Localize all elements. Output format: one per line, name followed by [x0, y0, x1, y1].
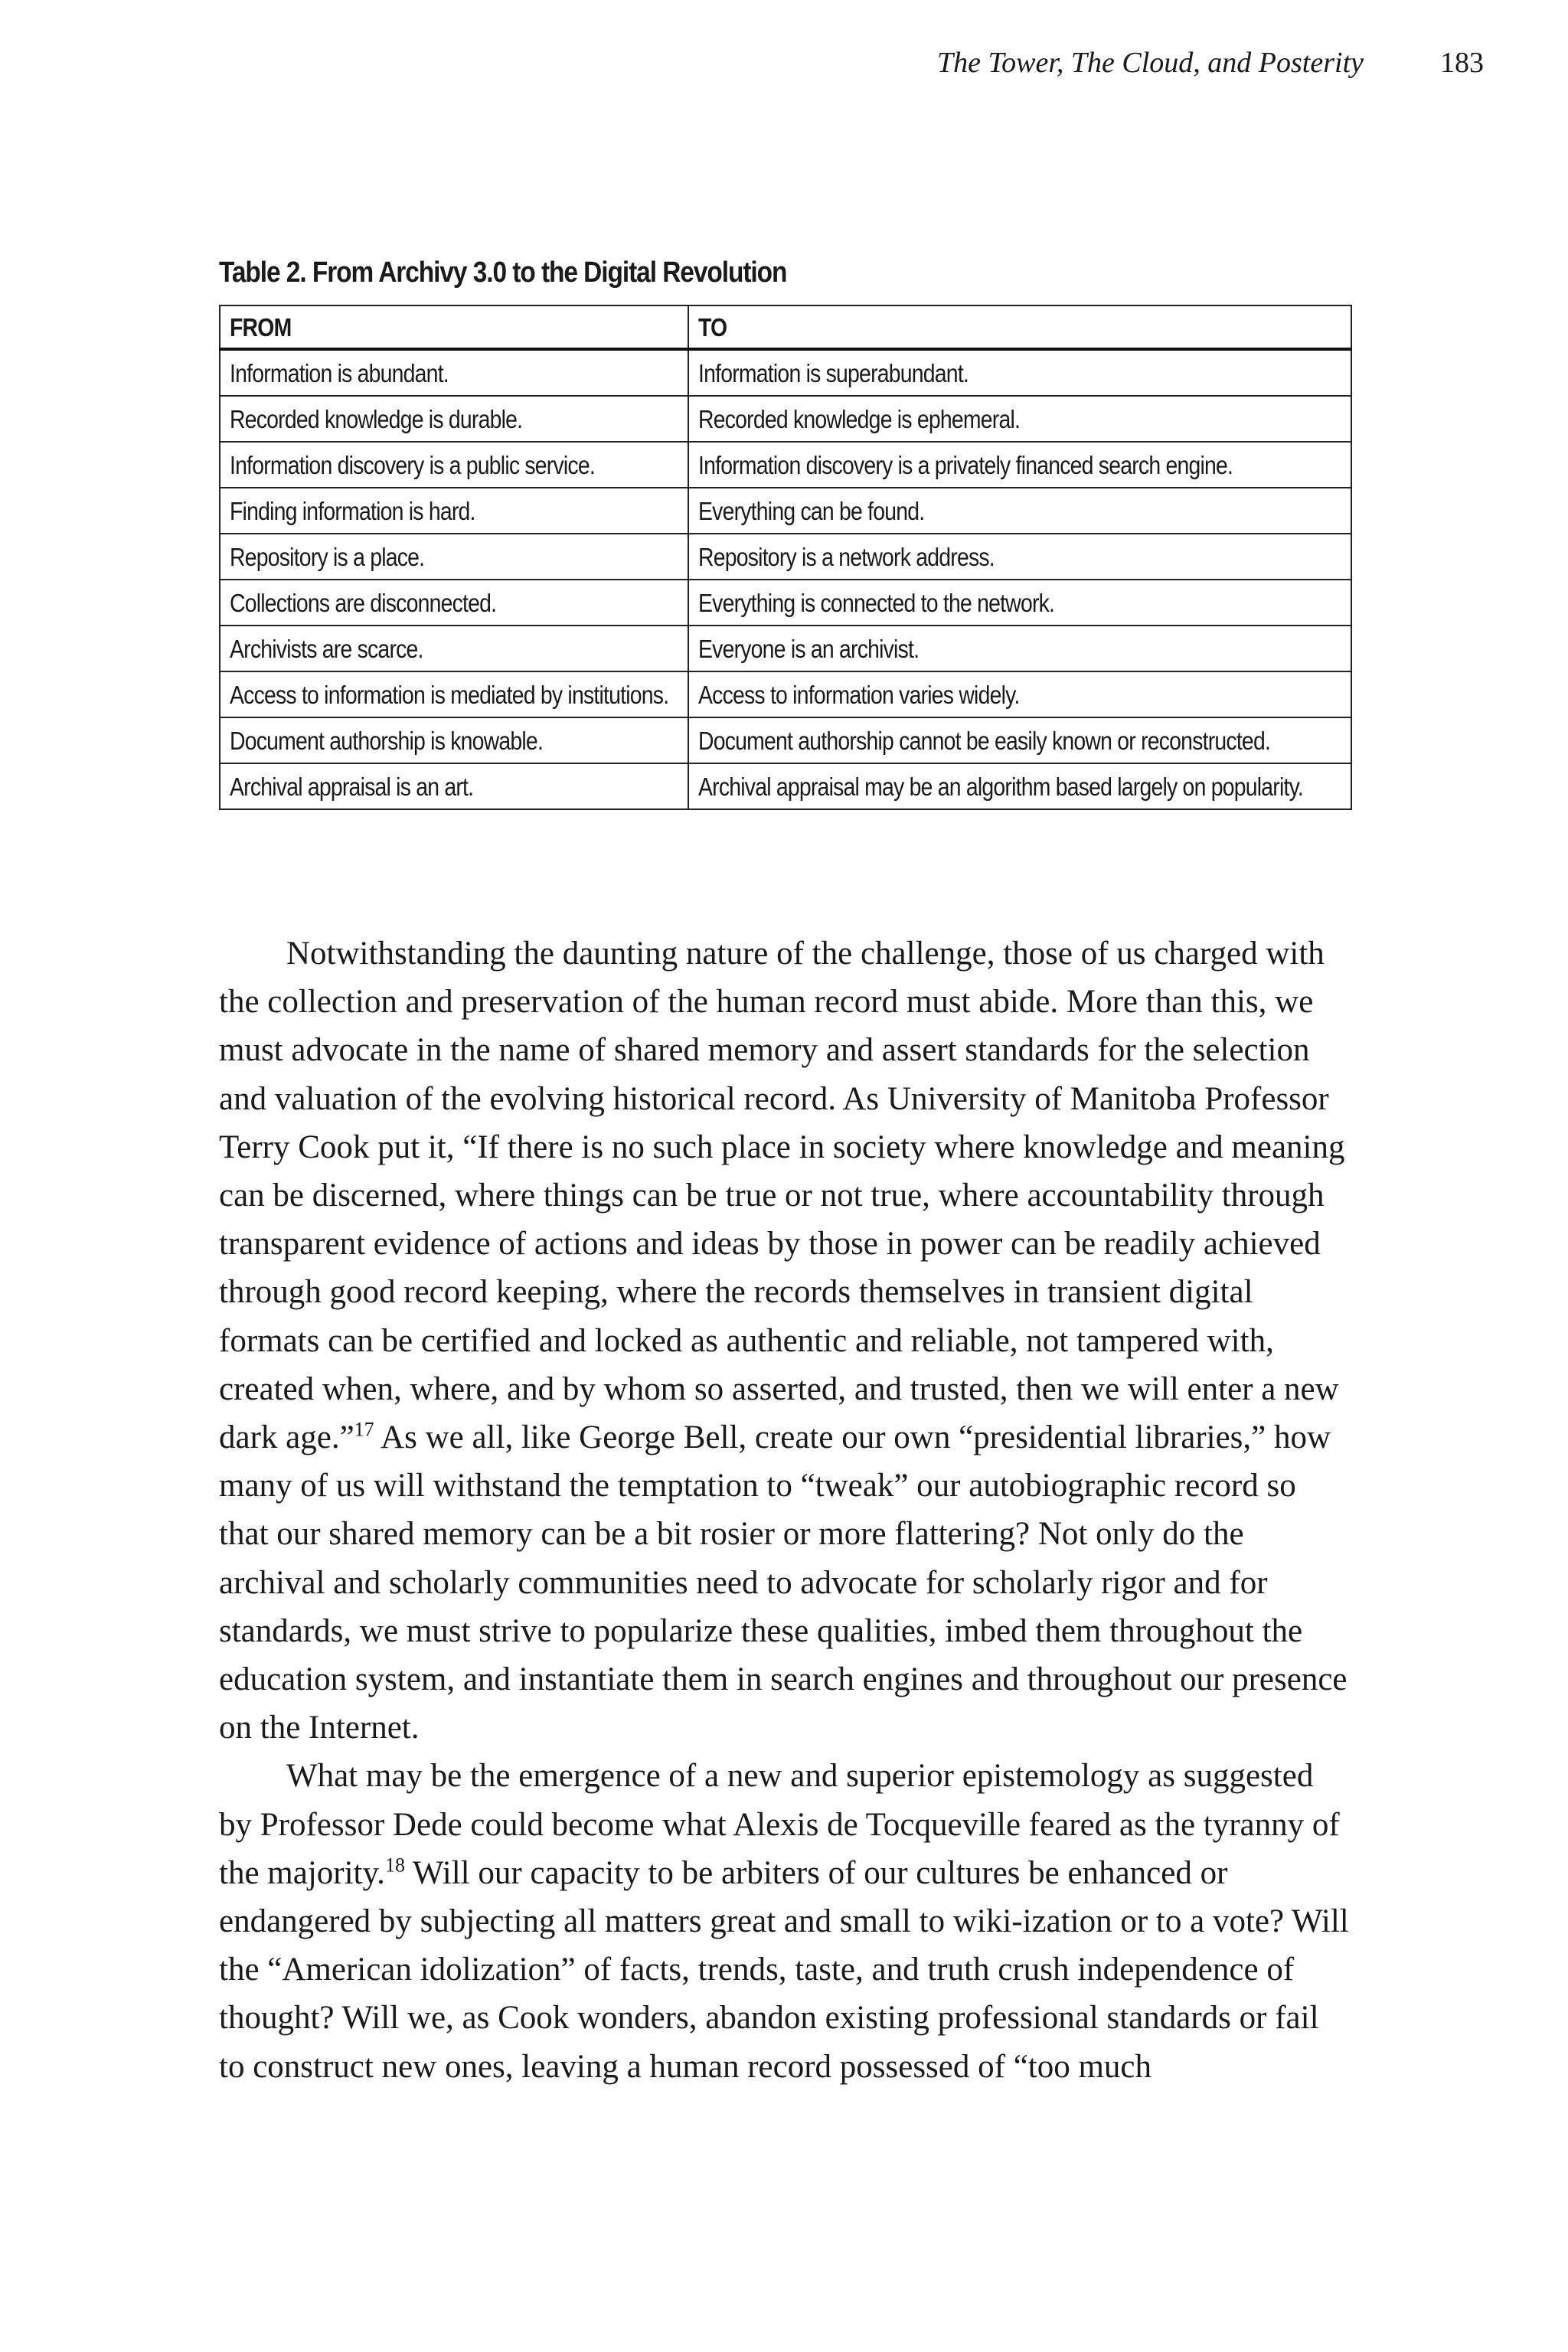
paragraph-text: As we all, like George Bell, create our own “presidential libraries,” how many of us will withstand the temptation to “tweak” our autobiographic record so that our shared memory can be a bit rosier or more flattering? Not only do the archival and scholarly communities need to advocate for scholarly rigor and for standards, we must strive to popularize these qualities, imbed them throughout the education system, and instantiate them in search engines and throughout our presence on the Internet. [219, 1419, 1348, 1746]
paragraph [219, 929, 1352, 1752]
paragraph-text: Will our capacity to be arbiters of our cultures be enhanced or endangered by subjecting all matters great and small to wiki-ization or to a vote? Will the “American idolization” of facts, trends, taste, and truth crush independence of thought? Will we, as Cook wonders, abandon existing professional standards or fail to construct new ones, leaving a human record possessed of “too much [219, 1854, 1349, 2085]
comparison-table [219, 305, 1352, 810]
table-row [220, 442, 1351, 488]
footnote-ref[interactable]: 17 [354, 1418, 374, 1441]
from-cell: Access to information is mediated by institutions. [220, 671, 688, 717]
to-cell: Repository is a network address. [688, 534, 1351, 580]
from-cell: Archival appraisal is an art. [220, 763, 688, 809]
paragraph [219, 1752, 1352, 2090]
to-cell: Information is superabundant. [688, 349, 1351, 396]
to-cell: Everything can be found. [688, 488, 1351, 534]
column-header-from: FROM [220, 305, 688, 349]
from-cell: Information is abundant. [220, 349, 688, 396]
table-row [220, 488, 1351, 534]
table-row [220, 626, 1351, 671]
footnote-ref[interactable]: 18 [384, 1854, 405, 1877]
from-cell: Document authorship is knowable. [220, 717, 688, 763]
to-cell: Recorded knowledge is ephemeral. [688, 396, 1351, 442]
body-text [219, 929, 1352, 2091]
table-row [220, 763, 1351, 809]
from-cell: Repository is a place. [220, 534, 688, 580]
table-row [220, 349, 1351, 396]
paragraph-text: Notwithstanding the daunting nature of the challenge, those of us charged with the collection and preservation of the human record must abide. More than this, we must advocate in the name of shared memory and assert standards for the selection and valuation of the evolving historical record. As University of Manitoba Professor Terry Cook put it, “If there is no such place in society where knowledge and meaning can be discerned, where things can be true or not true, where accountability through transparent evidence of actions and ideas by those in power can be readily achieved through good record keeping, where the records themselves in transient digital formats can be certified and locked as authentic and reliable, not tampered with, created when, where, and by whom so asserted, and trusted, then we will enter a new dark age.” [219, 936, 1345, 1456]
from-cell: Information discovery is a public service. [220, 442, 688, 488]
table-row [220, 534, 1351, 580]
table-row [220, 396, 1351, 442]
table-title: Table 2. From Archivy 3.0 to the Digital Revolution [219, 256, 787, 289]
column-header-to: TO [688, 305, 1351, 349]
paragraph-text: What may be the emergence of a new and superior epistemology as suggested by Professor Dede could become what Alexis de Tocqueville feared as the tyranny of the majority. [219, 1758, 1340, 1891]
to-cell: Everyone is an archivist. [688, 626, 1351, 671]
running-title: The Tower, The Cloud, and Posterity [936, 47, 1364, 79]
from-cell: Finding information is hard. [220, 488, 688, 534]
to-cell: Information discovery is a privately financed search engine. [688, 442, 1351, 488]
from-cell: Recorded knowledge is durable. [220, 396, 688, 442]
table-row [220, 580, 1351, 626]
table-row [220, 671, 1351, 717]
table-row [220, 717, 1351, 763]
page-number: 183 [1440, 47, 1484, 79]
from-cell: Collections are disconnected. [220, 580, 688, 626]
to-cell: Access to information varies widely. [688, 671, 1351, 717]
from-cell: Archivists are scarce. [220, 626, 688, 671]
running-head [937, 46, 1484, 80]
table-header-row [220, 305, 1351, 349]
to-cell: Everything is connected to the network. [688, 580, 1351, 626]
to-cell: Archival appraisal may be an algorithm based largely on popularity. [688, 763, 1351, 809]
to-cell: Document authorship cannot be easily known or reconstructed. [688, 717, 1351, 763]
